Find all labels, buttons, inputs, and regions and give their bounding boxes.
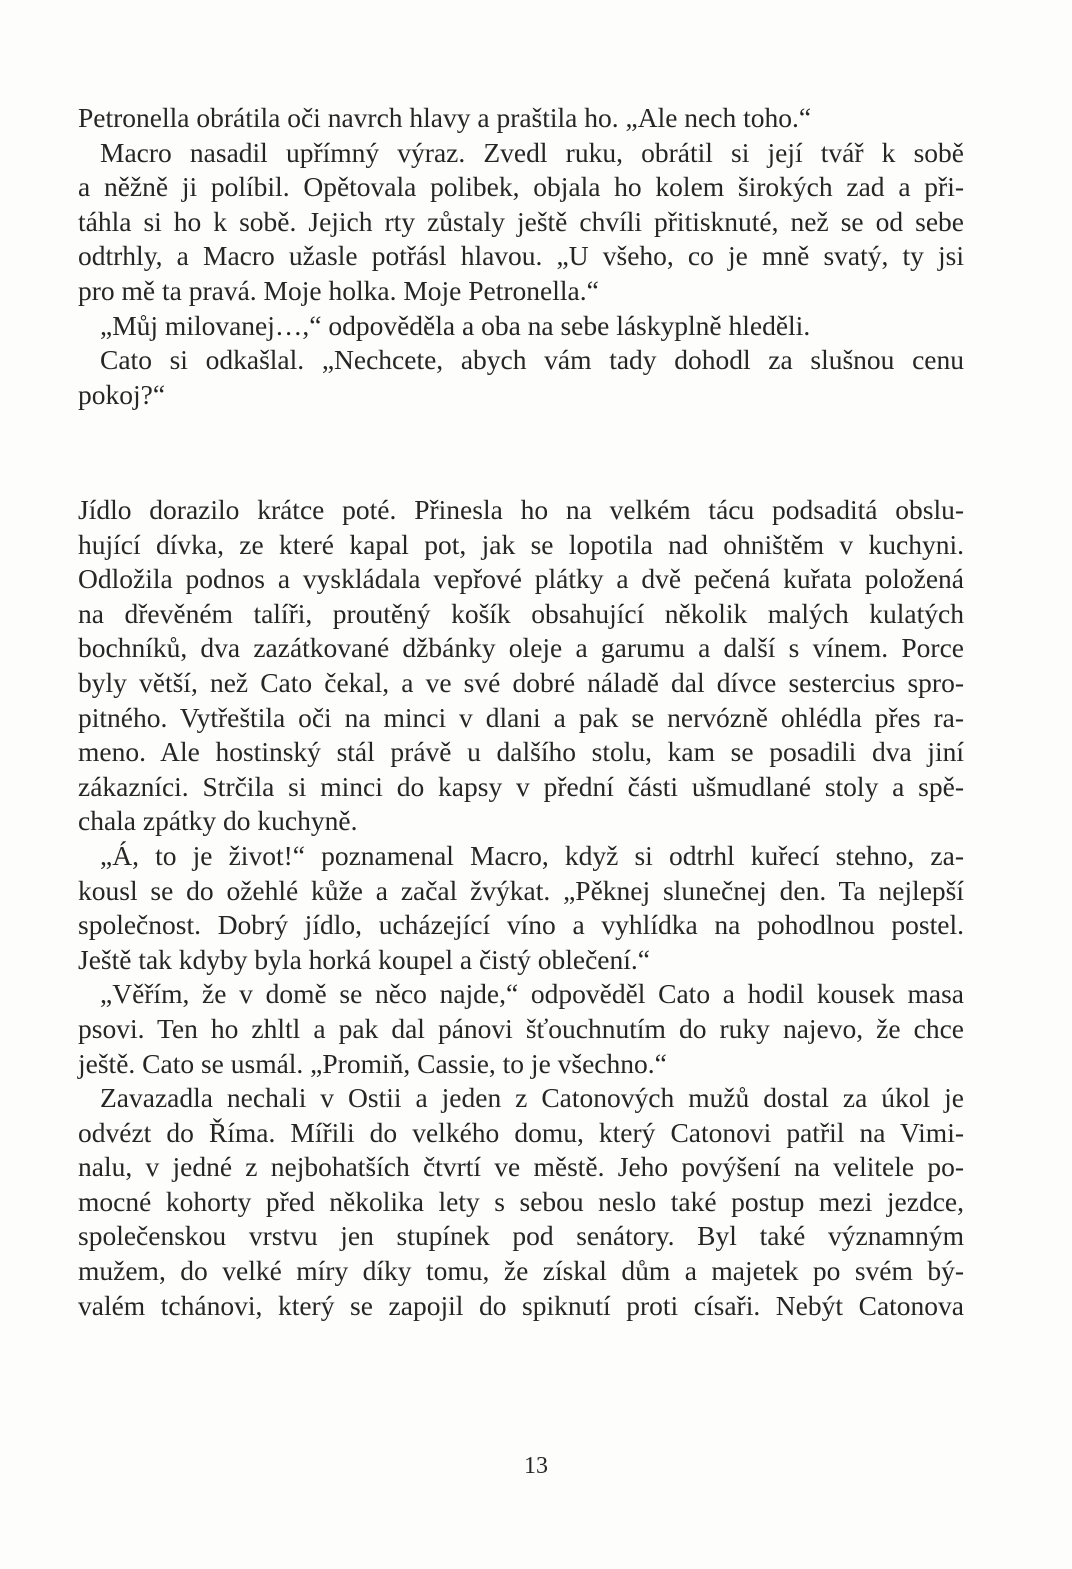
- text-line: mocné kohorty před několika lety s sebou neslo také postup mezi jezdce,: [78, 1185, 964, 1217]
- text-line: meno. Ale hostinský stál právě u dalšího stolu, kam se posadili dva jiní: [78, 736, 964, 768]
- text-line: valém tchánovi, který se zapojil do spiknutí proti císaři. Nebýt Catonova: [78, 1289, 964, 1321]
- text-line: zákazníci. Strčila si minci do kapsy v přední části ušmudlané stoly a spě-: [78, 770, 964, 802]
- text-line: na dřevěném talíři, proutěný košík obsahující několik malých kulatých: [78, 597, 964, 629]
- text-line: chala zpátky do kuchyně.: [78, 805, 358, 837]
- text-line: pro mě ta pravá. Moje holka. Moje Petronella.“: [78, 274, 599, 306]
- text-line: společenskou vrstvu jen stupínek pod senátory. Byl také významným: [78, 1220, 964, 1252]
- text-line: odtrhly, a Macro užasle potřásl hlavou. „U všeho, co je mně svatý, ty jsi: [78, 240, 964, 272]
- text-line: Petronella obrátila oči navrch hlavy a praštila ho. „Ale nech toho.“: [78, 102, 812, 133]
- text-line: „Á, to je život!“ poznamenal Macro, když si odtrhl kuřecí stehno, za-: [100, 839, 964, 871]
- text-line: mužem, do velké míry díky tomu, že získal dům a majetek po svém bý-: [78, 1255, 964, 1287]
- text-line: Odložila podnos a vyskládala vepřové plátky a dvě pečená kuřata položená: [78, 563, 964, 595]
- text-section-2: [78, 493, 964, 1323]
- text-line: Jídlo dorazilo krátce poté. Přinesla ho na velkém tácu podsaditá obslu-: [78, 494, 964, 525]
- text-line: kousl se do ožehlé kůže a začal žvýkat. „Pěknej slunečnej den. Ta nejlepší: [78, 874, 964, 906]
- page-number: 13: [524, 1453, 548, 1479]
- text-line: pitného. Vytřeštila oči na minci v dlani a pak se nervózně ohlédla přes ra-: [78, 701, 964, 733]
- text-line: pokoj?“: [78, 378, 166, 410]
- text-line: společnost. Dobrý jídlo, ucházející víno a vyhlídka na pohodlnou postel.: [78, 909, 964, 941]
- text-line: nalu, v jedné z nejbohatších čtvrtí ve městě. Jeho povýšení na velitele po-: [78, 1151, 964, 1183]
- text-line: táhla si ho k sobě. Jejich rty zůstaly ještě chvíli přitisknuté, než se od sebe: [78, 205, 964, 237]
- text-line: a něžně ji políbil. Opětovala polibek, objala ho kolem širokých zad a při-: [78, 171, 964, 203]
- text-line: odvézt do Říma. Mířili do velkého domu, který Catonovi patřil na Vimi-: [78, 1116, 964, 1148]
- text-line: Ještě tak kdyby byla horká koupel a čistý oblečení.“: [78, 943, 650, 975]
- text-line: psovi. Ten ho zhltl a pak dal pánovi šťouchnutím do ruky najevo, že chce: [78, 1012, 964, 1044]
- text-line: Zavazadla nechali v Ostii a jeden z Catonových mužů dostal za úkol je: [100, 1082, 964, 1114]
- text-line: bochníků, dva zazátkované džbánky oleje a garumu a další s vínem. Porce: [78, 632, 964, 664]
- text-line: byly větší, než Cato čekal, a ve své dobré náladě dal dívce sestercius spro-: [78, 666, 964, 698]
- text-line: ještě. Cato se usmál. „Promiň, Cassie, to je všechno.“: [78, 1047, 667, 1079]
- text-line: Macro nasadil upřímný výraz. Zvedl ruku, obrátil si její tvář k sobě: [100, 136, 964, 168]
- text-line: hující dívka, ze které kapal pot, jak se lopotila nad ohništěm v kuchyni.: [78, 528, 964, 560]
- text-line: Cato si odkašlal. „Nechcete, abych vám tady dohodl za slušnou cenu: [100, 344, 964, 376]
- text-line: „Věřím, že v domě se něco najde,“ odpověděl Cato a hodil kousek masa: [100, 978, 964, 1010]
- text-line: „Můj milovanej…,“ odpověděla a oba na sebe láskyplně hleděli.: [100, 309, 811, 341]
- text-section-1: [78, 101, 964, 412]
